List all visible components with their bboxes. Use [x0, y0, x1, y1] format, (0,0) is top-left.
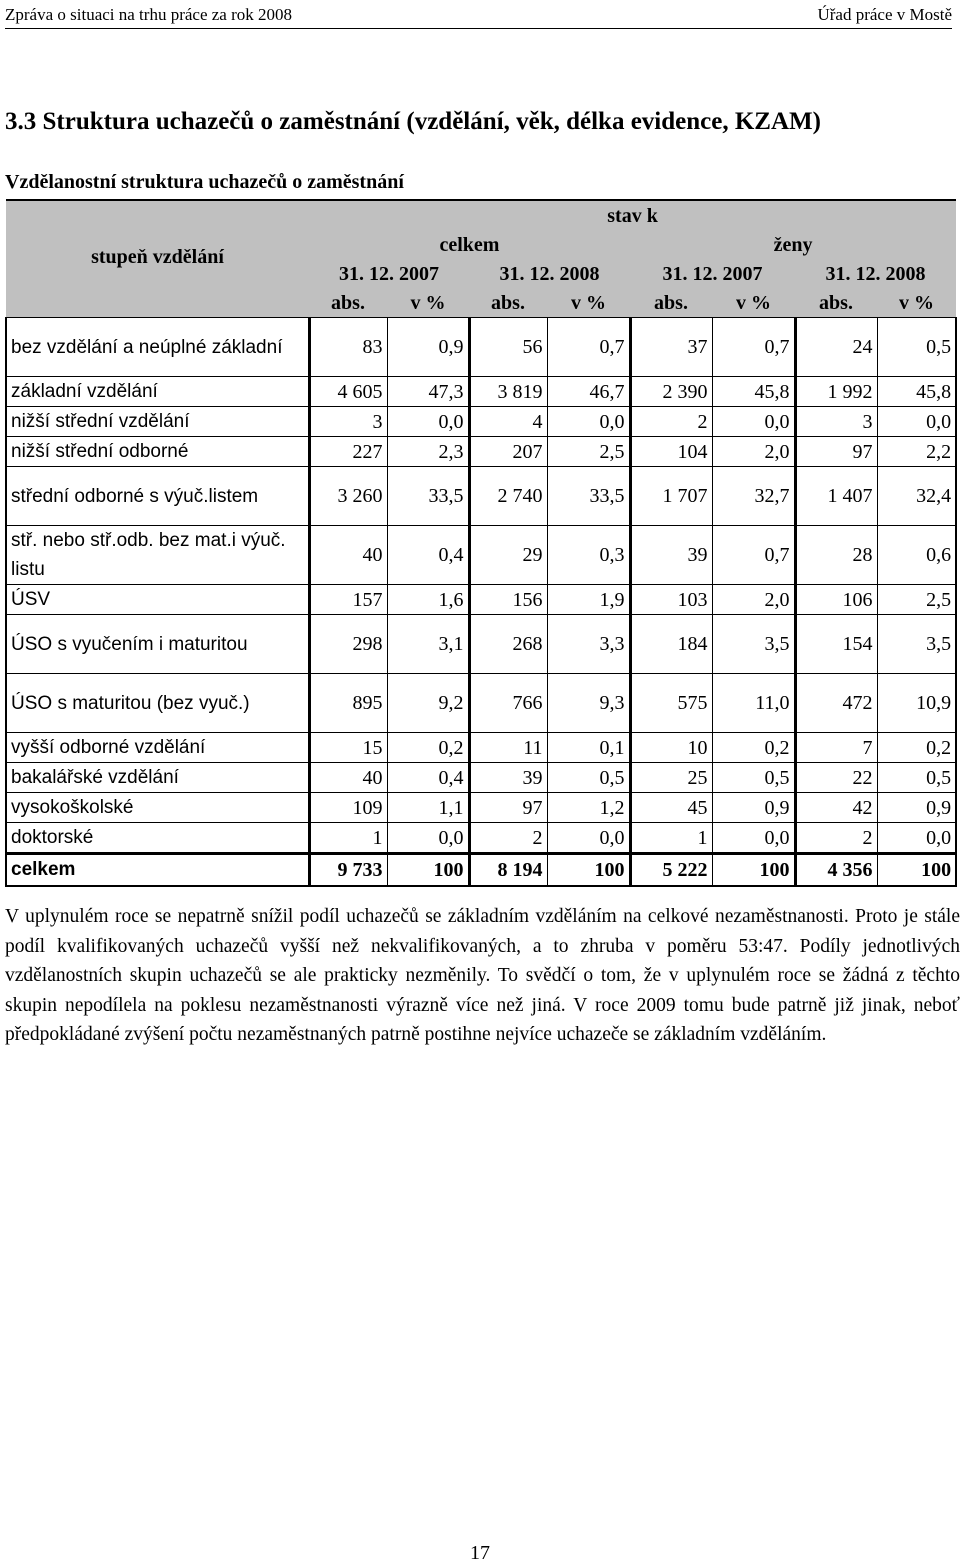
row-label: bez vzdělání a neúplné základní — [6, 318, 309, 377]
table-row — [6, 407, 956, 437]
row-label: střední odborné s výuč.listem — [6, 467, 309, 526]
table-cell: 0,3 — [547, 526, 630, 585]
table-cell: 3,1 — [387, 615, 469, 674]
date-header-4: 31. 12. 2008 — [795, 259, 956, 288]
header-office-name: Úřad práce v Mostě — [817, 5, 952, 24]
table-row — [6, 674, 956, 733]
table-cell: 184 — [630, 615, 712, 674]
table-cell: 0,0 — [387, 823, 469, 854]
table-cell: 268 — [469, 615, 547, 674]
table-cell: 1,9 — [547, 585, 630, 615]
sub-header: v % — [547, 288, 630, 318]
table-cell: 0,2 — [877, 733, 956, 763]
table-cell: 0,1 — [547, 733, 630, 763]
sub-header: v % — [387, 288, 469, 318]
table-cell: 0,0 — [712, 823, 795, 854]
page-number: 17 — [470, 1542, 490, 1564]
table-cell: 2,0 — [712, 585, 795, 615]
table-cell: 207 — [469, 437, 547, 467]
table-cell: 40 — [309, 526, 387, 585]
sub-header: abs. — [795, 288, 877, 318]
table-cell: 45,8 — [877, 377, 956, 407]
table-cell: 1,2 — [547, 793, 630, 823]
table-cell: 24 — [795, 318, 877, 377]
table-cell: 0,4 — [387, 526, 469, 585]
sub-header: v % — [712, 288, 795, 318]
table-cell: 37 — [630, 318, 712, 377]
row-label: stř. nebo stř.odb. bez mat.i výuč. listu — [6, 526, 309, 585]
table-cell: 575 — [630, 674, 712, 733]
table-cell: 472 — [795, 674, 877, 733]
table-cell: 0,0 — [712, 407, 795, 437]
table-cell: 0,0 — [387, 407, 469, 437]
table-cell: 11 — [469, 733, 547, 763]
table-caption: Vzdělanostní struktura uchazečů o zaměstnání — [5, 171, 404, 193]
row-label: bakalářské vzdělání — [6, 763, 309, 793]
row-label: celkem — [6, 854, 309, 887]
table-row — [6, 437, 956, 467]
table-row — [6, 318, 956, 377]
row-label: nižší střední vzdělání — [6, 407, 309, 437]
table-cell: 2,2 — [877, 437, 956, 467]
table-cell: 56 — [469, 318, 547, 377]
table-cell: 100 — [547, 854, 630, 887]
table-cell: 2,5 — [547, 437, 630, 467]
table-cell: 1 — [309, 823, 387, 854]
table-cell: 3 — [309, 407, 387, 437]
table-cell: 97 — [795, 437, 877, 467]
table-cell: 3,3 — [547, 615, 630, 674]
table-cell: 46,7 — [547, 377, 630, 407]
table-cell: 0,5 — [547, 763, 630, 793]
row-label: základní vzdělání — [6, 377, 309, 407]
table-cell: 4 605 — [309, 377, 387, 407]
date-header-3: 31. 12. 2007 — [630, 259, 795, 288]
row-header-cell — [6, 200, 309, 318]
table-cell: 83 — [309, 318, 387, 377]
table-cell: 100 — [877, 854, 956, 887]
table-cell: 5 222 — [630, 854, 712, 887]
table-cell: 9,2 — [387, 674, 469, 733]
table-cell: 0,6 — [877, 526, 956, 585]
table-cell: 0,2 — [712, 733, 795, 763]
table-cell: 32,7 — [712, 467, 795, 526]
table-cell: 2 740 — [469, 467, 547, 526]
row-label: nižší střední odborné — [6, 437, 309, 467]
table-cell: 0,0 — [547, 407, 630, 437]
table-row — [6, 377, 956, 407]
table-cell: 15 — [309, 733, 387, 763]
table-cell: 0,4 — [387, 763, 469, 793]
table-cell: 0,2 — [387, 733, 469, 763]
table-cell: 9,3 — [547, 674, 630, 733]
table-cell: 2,0 — [712, 437, 795, 467]
table-cell: 0,5 — [712, 763, 795, 793]
table-cell: 1,6 — [387, 585, 469, 615]
table-cell: 1 — [630, 823, 712, 854]
table-cell: 10 — [630, 733, 712, 763]
table-cell: 106 — [795, 585, 877, 615]
table-cell: 1 992 — [795, 377, 877, 407]
row-label: ÚSO s vyučením i maturitou — [6, 615, 309, 674]
table-cell: 45,8 — [712, 377, 795, 407]
table-cell: 0,0 — [877, 407, 956, 437]
sub-header: abs. — [469, 288, 547, 318]
row-label: ÚSO s maturitou (bez vyuč.) — [6, 674, 309, 733]
total-row — [6, 854, 956, 887]
table-cell: 42 — [795, 793, 877, 823]
table-cell: 157 — [309, 585, 387, 615]
table-row — [6, 615, 956, 674]
table-cell: 103 — [630, 585, 712, 615]
page-header — [5, 2, 952, 29]
table-cell: 8 194 — [469, 854, 547, 887]
table-cell: 0,7 — [712, 526, 795, 585]
table-row — [6, 823, 956, 854]
stav-k-header: stav k — [309, 200, 956, 230]
table-cell: 3 260 — [309, 467, 387, 526]
table-cell: 1,1 — [387, 793, 469, 823]
table-cell: 40 — [309, 763, 387, 793]
table-cell: 2 390 — [630, 377, 712, 407]
table-cell: 0,5 — [877, 318, 956, 377]
sub-header: abs. — [309, 288, 387, 318]
table-cell: 766 — [469, 674, 547, 733]
row-label: vyšší odborné vzdělání — [6, 733, 309, 763]
education-structure-table — [5, 199, 957, 887]
table-body — [6, 318, 956, 887]
table-row — [6, 793, 956, 823]
table-row — [6, 763, 956, 793]
table-cell: 0,0 — [547, 823, 630, 854]
sub-header: v % — [877, 288, 956, 318]
table-cell: 33,5 — [547, 467, 630, 526]
table-cell: 2 — [795, 823, 877, 854]
commentary-paragraph: V uplynulém roce se nepatrně snížil podíl uchazečů se základním vzděláním na celkové nezaměstnanosti. Proto je stále podíl kvalifikovaných uchazečů vyšší než nekvalifikovaných, a to zhruba v poměru 53:47. Podíly jednotlivých vzdělanostních skupin uchazečů se ale prakticky nezměnily. To svědčí o tom, že v uplynulém roce se žádná z těchto skupin nepodílela na poklesu nezaměstnanosti výrazně více než jiná. V roce 2009 tomu bude patrně již jinak, neboť předpokládané zvýšení počtu nezaměstnaných patrně postihne nejvíce uchazeče se základním vzděláním. — [5, 906, 960, 1045]
table-cell: 47,3 — [387, 377, 469, 407]
row-label: vysokoškolské — [6, 793, 309, 823]
table-cell: 895 — [309, 674, 387, 733]
row-label: ÚSV — [6, 585, 309, 615]
table-cell: 1 707 — [630, 467, 712, 526]
table-cell: 2 — [469, 823, 547, 854]
group-header-celkem: celkem — [309, 230, 630, 259]
group-header-zeny: ženy — [630, 230, 956, 259]
table-cell: 4 — [469, 407, 547, 437]
section-title: 3.3 Struktura uchazečů o zaměstnání (vzdělání, věk, délka evidence, KZAM) — [5, 108, 821, 135]
row-label: doktorské — [6, 823, 309, 854]
header-report-title: Zpráva o situaci na trhu práce za rok 2008 — [5, 5, 292, 24]
table-cell: 3 819 — [469, 377, 547, 407]
table-cell: 298 — [309, 615, 387, 674]
table-cell: 1 407 — [795, 467, 877, 526]
table-cell: 39 — [630, 526, 712, 585]
date-header-2: 31. 12. 2008 — [469, 259, 630, 288]
table-cell: 10,9 — [877, 674, 956, 733]
date-header-1: 31. 12. 2007 — [309, 259, 469, 288]
table-cell: 97 — [469, 793, 547, 823]
table-cell: 100 — [387, 854, 469, 887]
table-cell: 156 — [469, 585, 547, 615]
education-table-wrapper — [5, 199, 955, 887]
table-row — [6, 733, 956, 763]
table-cell: 3,5 — [712, 615, 795, 674]
table-cell: 25 — [630, 763, 712, 793]
table-cell: 0,9 — [877, 793, 956, 823]
table-cell: 109 — [309, 793, 387, 823]
table-row — [6, 585, 956, 615]
table-row — [6, 467, 956, 526]
table-cell: 2,3 — [387, 437, 469, 467]
table-cell: 100 — [712, 854, 795, 887]
table-cell: 32,4 — [877, 467, 956, 526]
table-cell: 227 — [309, 437, 387, 467]
table-cell: 104 — [630, 437, 712, 467]
table-cell: 0,9 — [712, 793, 795, 823]
table-cell: 0,0 — [877, 823, 956, 854]
table-cell: 29 — [469, 526, 547, 585]
sub-header: abs. — [630, 288, 712, 318]
table-cell: 3,5 — [877, 615, 956, 674]
table-cell: 45 — [630, 793, 712, 823]
table-row — [6, 526, 956, 585]
table-cell: 2 — [630, 407, 712, 437]
table-cell: 4 356 — [795, 854, 877, 887]
table-cell: 0,7 — [712, 318, 795, 377]
table-cell: 39 — [469, 763, 547, 793]
table-cell: 154 — [795, 615, 877, 674]
row-header-label: stupeň vzdělání — [91, 246, 224, 268]
table-cell: 28 — [795, 526, 877, 585]
table-cell: 0,9 — [387, 318, 469, 377]
table-cell: 22 — [795, 763, 877, 793]
table-cell: 7 — [795, 733, 877, 763]
table-cell: 3 — [795, 407, 877, 437]
table-cell: 2,5 — [877, 585, 956, 615]
table-cell: 11,0 — [712, 674, 795, 733]
table-cell: 33,5 — [387, 467, 469, 526]
table-cell: 9 733 — [309, 854, 387, 887]
table-cell: 0,5 — [877, 763, 956, 793]
table-cell: 0,7 — [547, 318, 630, 377]
